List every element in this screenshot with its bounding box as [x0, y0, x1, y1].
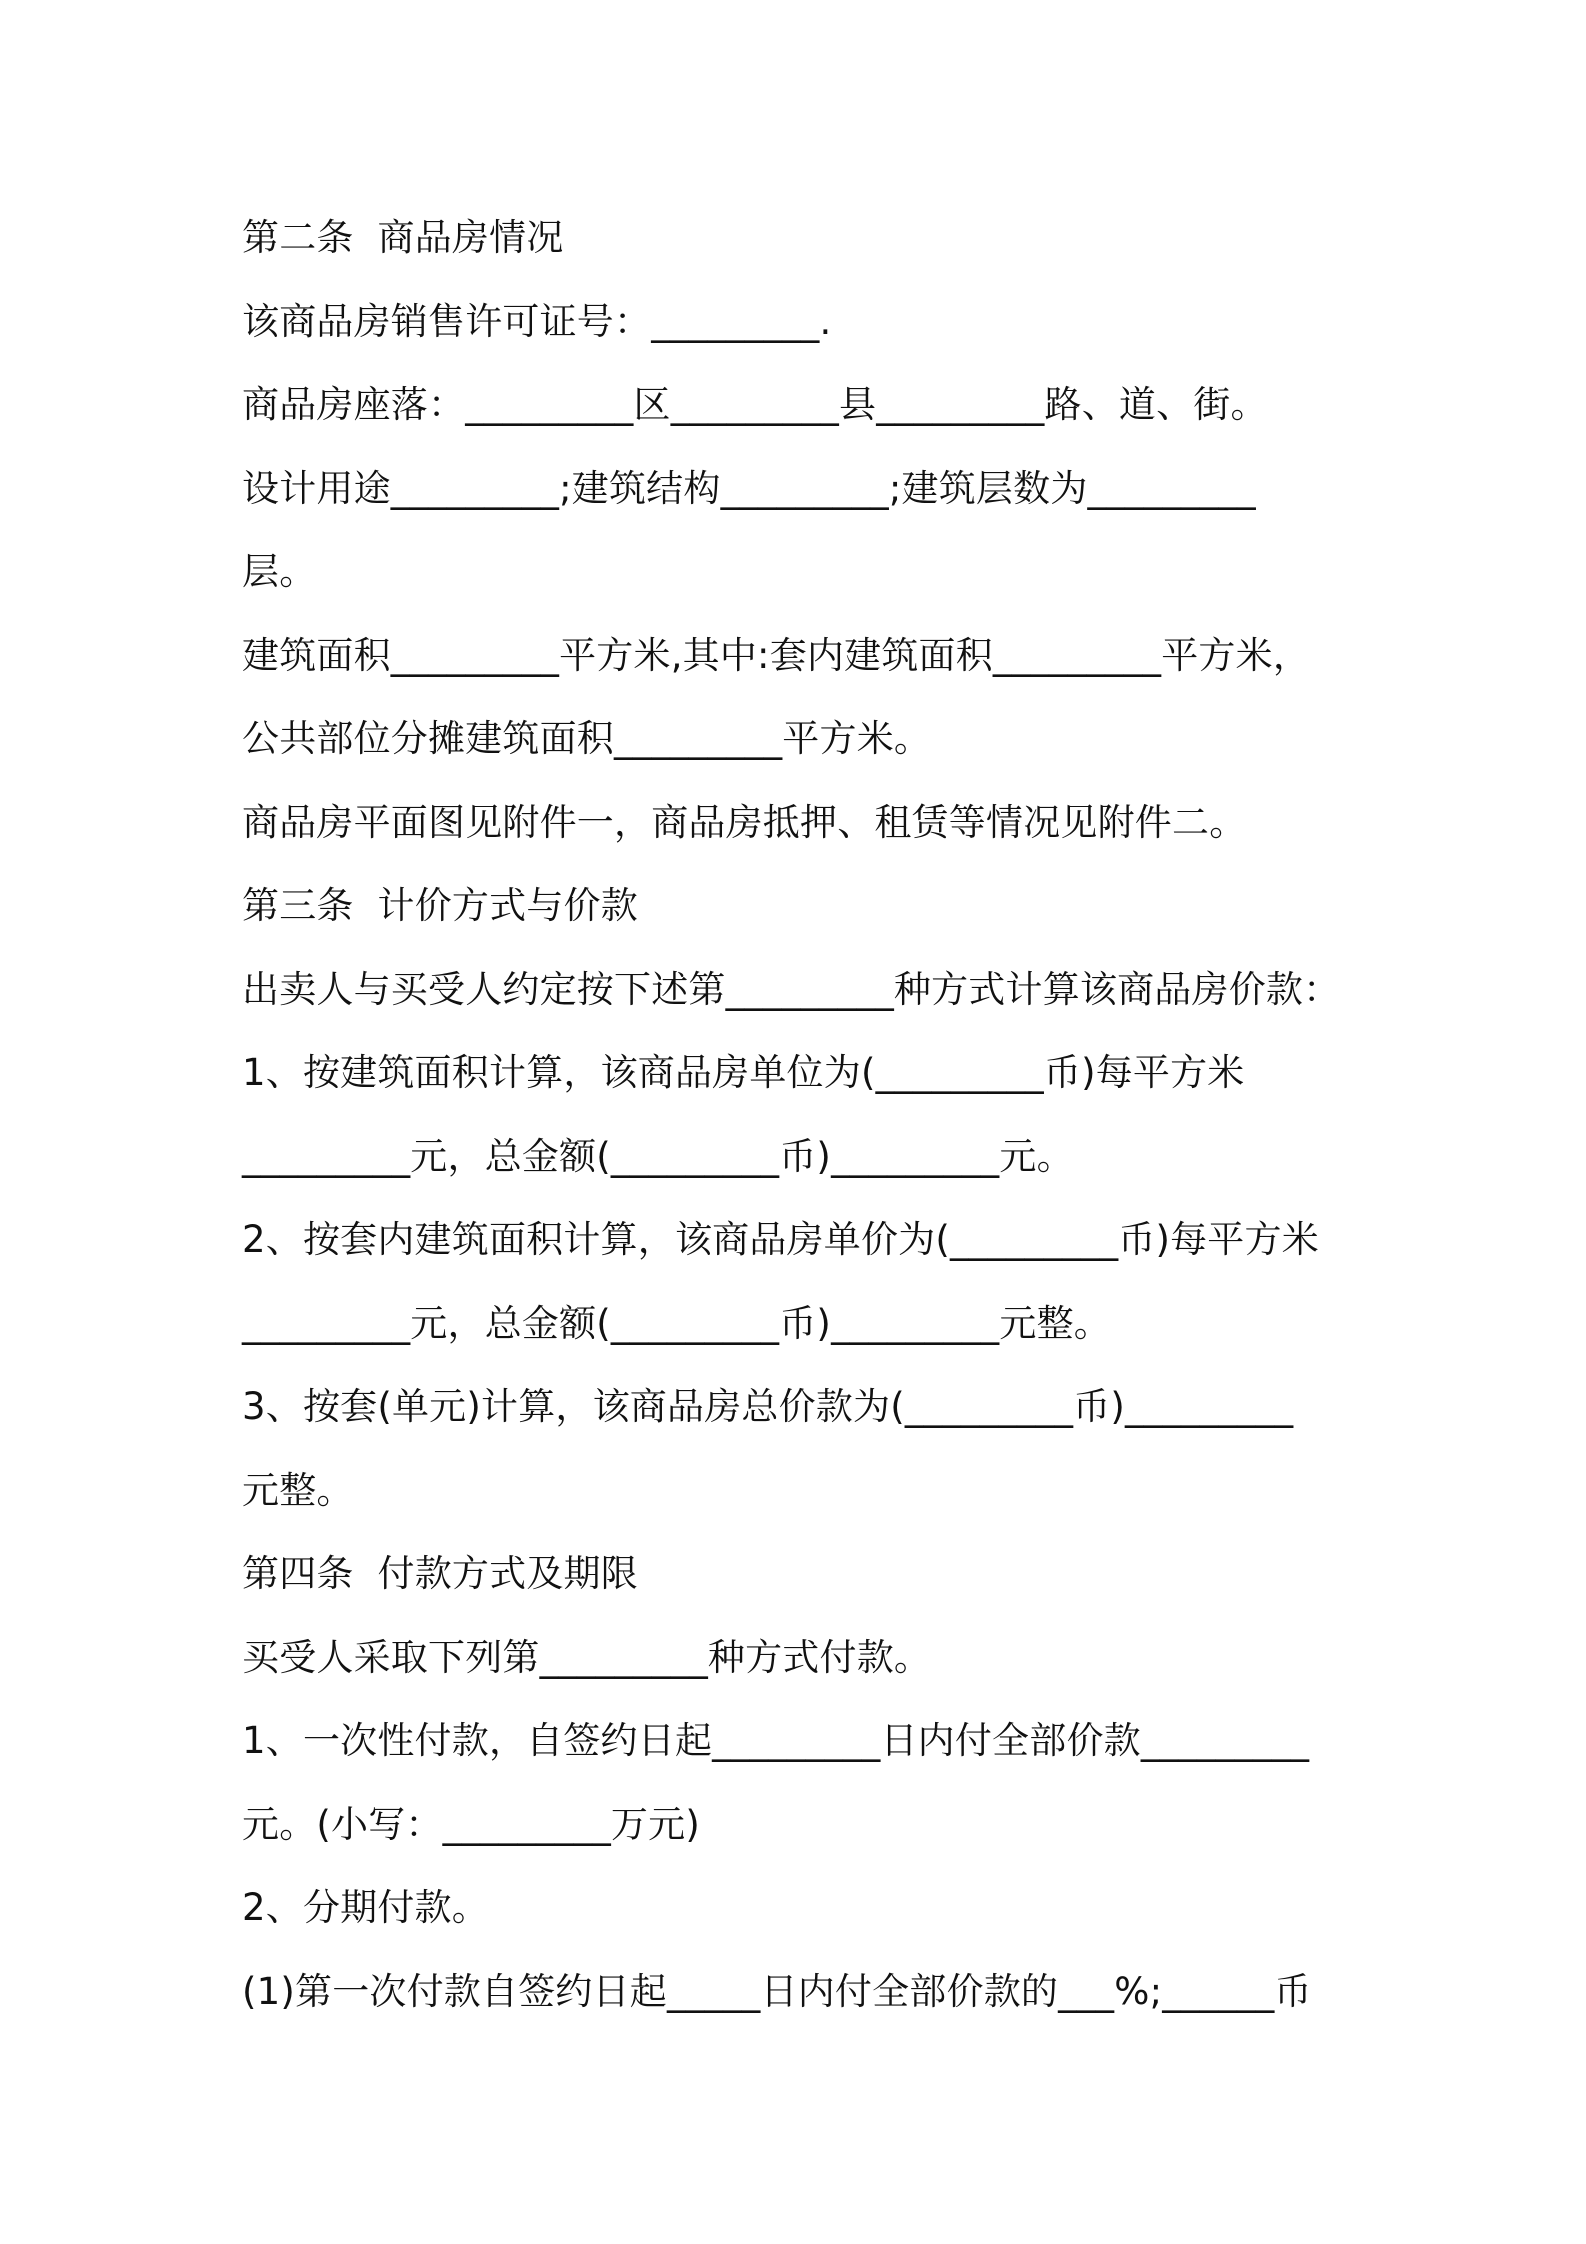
text-line: _________元，总金额(_________币)_________元整。	[242, 1301, 1111, 1345]
text-line: 建筑面积_________平方米,其中:套内建筑面积_________平方米，	[242, 633, 1311, 677]
text-line: 3、按套(单元)计算，该商品房总价款为(_________币)_________	[242, 1385, 1294, 1428]
text-line: 2、按套内建筑面积计算，该商品房单价为(_________币)每平方米	[242, 1218, 1319, 1261]
article-3-heading: 第三条 计价方式与价款	[242, 884, 638, 927]
text-line: 商品房平面图见附件一，商品房抵押、租赁等情况见附件二。	[242, 800, 1247, 844]
text-line: 层。	[242, 550, 317, 593]
text-line: _________元，总金额(_________币)_________元。	[242, 1134, 1074, 1178]
text-line: 出卖人与买受人约定按下述第_________种方式计算该商品房价款：	[242, 967, 1341, 1011]
text-line: 元整。	[242, 1468, 354, 1512]
article-2-heading: 第二条 商品房情况	[242, 216, 564, 259]
text-line: 1、一次性付款，自签约日起_________日内付全部价款_________	[242, 1719, 1310, 1762]
text-line: 买受人采取下列第_________种方式付款。	[242, 1635, 932, 1679]
article-4-heading: 第四条 付款方式及期限	[242, 1552, 638, 1595]
text-line: 设计用途_________;建筑结构_________;建筑层数为_________	[242, 466, 1256, 510]
text-line: 该商品房销售许可证号：_________.	[242, 299, 832, 343]
text-line: 元。(小写：_________万元)	[242, 1802, 700, 1846]
text-line: 1、按建筑面积计算，该商品房单位为(_________币)每平方米	[242, 1051, 1245, 1094]
text-line: 公共部位分摊建筑面积_________平方米。	[242, 717, 932, 760]
text-line: 商品房座落：_________区_________县_________路、道、街。	[242, 383, 1268, 426]
document-body	[242, 196, 1362, 2033]
text-line: 2、分期付款。	[242, 1886, 489, 1929]
text-line: (1)第一次付款自签约日起_____日内付全部价款的___%;______币	[242, 1969, 1312, 2013]
